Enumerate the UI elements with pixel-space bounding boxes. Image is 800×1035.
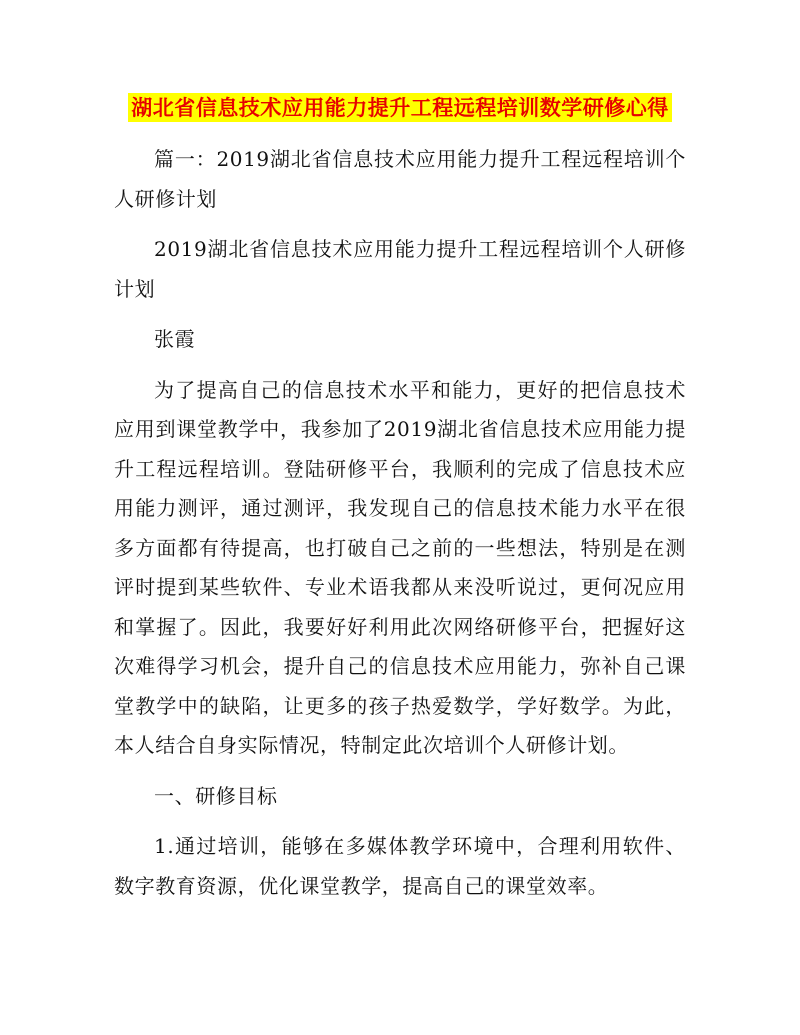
- paragraph-intro: 为了提高自己的信息技术水平和能力，更好的把信息技术应用到课堂教学中，我参加了2019湖北省信息技术应用能力提升工程远程培训。登陆研修平台，我顺利的完成了信息技术应用能力测评，通过测评，我发现自己的信息技术能力水平在很多方面都有待提高，也打破自己之前的一些想法，特别是在测评时提到某些软件、专业术语我都从来没听说过，更何况应用和掌握了。因此，我要好好利用此次网络研修平台，把握好这次难得学习机会，提升自己的信息技术应用能力，弥补自己课堂教学中的缺陷，让更多的孩子热爱数学，学好数学。为此，本人结合自身实际情况，特制定此次培训个人研修计划。: [114, 377, 686, 757]
- document-title: 湖北省信息技术应用能力提升工程远程培训数学研修心得: [128, 93, 672, 122]
- paragraph-goal-1: 1.通过培训，能够在多媒体教学环境中，合理利用软件、数字教育资源，优化课堂教学，提高自己的课堂效率。: [114, 834, 686, 898]
- paragraph-subtitle: 2019湖北省信息技术应用能力提升工程远程培训个人研修计划: [114, 237, 686, 301]
- paragraph-section-heading: 一、研修目标: [154, 783, 278, 808]
- title-container: [0, 93, 800, 122]
- paragraph-heading: 篇一：2019湖北省信息技术应用能力提升工程远程培训个人研修计划: [114, 147, 686, 211]
- document-body: [114, 140, 686, 917]
- paragraph-author: 张霞: [154, 327, 196, 351]
